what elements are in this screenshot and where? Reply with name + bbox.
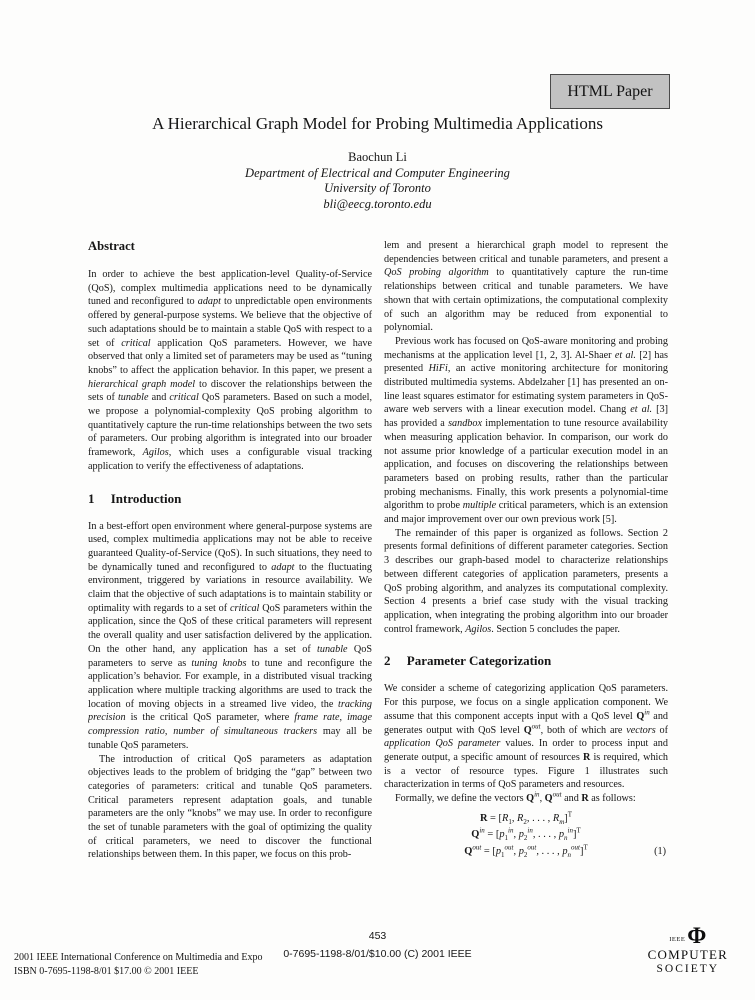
formal-definition-lead: Formally, we define the vectors $Q^{in}$, $Q^{out}$ and R as follows:	[395, 790, 636, 805]
equation-line-1: $R = [R_1$, $R_2$, . . . , $R_m]^T$	[479, 810, 573, 826]
section-2-heading	[384, 653, 668, 669]
abstract-text: In order to achieve the best application-level Quality-of-Service (QoS), complex multimedia applications need to be dynamically tuned and reconfigured to adapt to unpredictable open environments offered by general-purpose systems. We believe that the objective of such adaptations should be to maintain a stable QoS with respect to a set of critical application QoS parameters. However, we have observed that only a limited set of parameters may be used as “tuning knobs” to affect the application behavior. In this paper, we present a hierarchical graph model to discover the relationships between the sets of tunable and critical QoS parameters. Based on such a model, we propose a polynomial-complexity QoS probing algorithm to quantitatively capture the run-time relationships between the two sets of parameters. Our probing algorithm is integrated into our broader framework, Agilos, which uses a configurable visual tracking application to verify the effectiveness of adaptations.	[88, 269, 372, 472]
equation-line-3	[384, 844, 668, 861]
ieee-computer-society-logo	[647, 923, 728, 975]
author-affiliation-univ: University of Toronto	[324, 181, 431, 195]
phi-symbol-icon: Φ	[687, 923, 707, 948]
paper-title: A Hierarchical Graph Model for Probing Multimedia Applications	[152, 114, 603, 133]
author-name: Baochun Li	[348, 150, 407, 164]
column-left	[88, 239, 372, 931]
html-paper-badge[interactable]	[550, 74, 670, 109]
logo-society-text: SOCIETY	[656, 962, 720, 975]
parameter-categorization-paragraph: We consider a scheme of categorizing application QoS parameters. For this purpose, we focus on a single application component. We assume that this component accepts input with a QoS level $Q^{in}$ and generates output with QoS level $Q^{out}$, both of which are vectors of application QoS parameter values. In order to process input and generate output, a specific amount of resources R is required, which is a vector of resource types. Figure 1 illustrates such characterization in terms of QoS parameters and resources.	[384, 683, 668, 791]
footer-copyright-center: 0-7695-1198-8/01/$10.00 (C) 2001 IEEE	[283, 948, 472, 960]
footer-isbn-line: ISBN 0-7695-1198-8/01 $17.00 © 2001 IEEE	[14, 965, 199, 977]
intro-paragraph-1: In a best-effort open environment where general-purpose systems are used, complex multimedia applications may not be able to receive guaranteed Quality-of-Service (QoS). In such situations, they need to be dynamically tuned and reconfigured to adapt to the fluctuating environment, triggered by variations in resource availability. We claim that the objective of such adaptations is to maintain stability or optimality with regards to a set of critical QoS parameters within the application, since the QoS of these critical parameters will represent the overall quality and user satisfaction delivered by the application. On the other hand, any application has a set of tunable QoS parameters to serve as tuning knobs to tune and reconfigure the application’s behavior. For example, in a distributed visual tracking application where multiple tracking algorithms are used to track the location of moving objects in a streamed live video, the tracking precision is the critical QoS parameter, where frame rate, image compression ratio, number of simultaneous trackers may all be tunable QoS parameters.	[88, 520, 373, 751]
paper-outline-paragraph: The remainder of this paper is organized as follows. Section 2 presents formal definitions of different parameter categories. Section 3 describes our graph-based model to characterize relationships between different categories of application parameters, presents a QoS probing algorithm, and analyzes its computational complexity. Section 4 presents a brief case study with the visual tracking application, when integrating the probing algorithm into our broader control framework, Agilos. Section 5 concludes the paper.	[384, 527, 668, 635]
body-columns	[88, 239, 668, 931]
section-1-heading	[88, 491, 372, 507]
footer-conference-line: 2001 IEEE International Conference on Multimedia and Expo	[14, 952, 263, 963]
logo-computer-text: COMPUTER	[647, 946, 728, 962]
column-right	[384, 239, 668, 931]
section-1-number: 1	[88, 490, 95, 506]
previous-work-paragraph: Previous work has focused on QoS-aware monitoring and probing mechanisms at the application level [1, 2, 3]. Al-Shaer et al. [2] has presented HiFi, an active monitoring architecture for monitoring distributed multimedia systems. Abdelzaher [1] has presented an on-line least squares estimator for estimating system parameters in QoS-aware web servers with a linear execution model. Chang et al. [3] has provided a sandbox implementation to tune resource availability when measuring application behavior. In comparison, our work do not assume prior knowledge of a particular execution model in an application, and focuses on discovering the relationships between parameters based on probing results, rather than the particular probing mechanisms. Finally, this work presents a polynomial-time algorithm to probe multiple critical parameters, which is an extension and major improvement over our own previous work [5].	[384, 335, 668, 526]
equation-line-2: $Q^{in} = [p_1^{in}$, $p_2^{in}$, . . . , $p_n^{in}]^T$	[471, 826, 581, 843]
section-1-title: Introduction	[110, 490, 182, 506]
logo-symbol-row	[648, 923, 728, 948]
equation-number: (1)	[654, 845, 666, 857]
section-2-number: 2	[384, 653, 391, 669]
html-paper-badge-label: HTML Paper	[567, 82, 653, 100]
equation-block	[384, 811, 668, 861]
section-2-title: Parameter Categorization	[406, 653, 552, 669]
author-block	[0, 150, 755, 212]
intro-paragraph-2: The introduction of critical QoS parameters as adaptation objectives leads to the problem of bridging the “gap” between two categories of parameters: critical and tunable QoS parameters. Critical parameters represent adaptation goals, and tunable parameters are the only “knobs” we may use. In order to reconfigure the set of tunable parameters with the goal of optimizing the quality of critical parameters, we need to discover the functional relationships between them. In this paper, we focus on this prob-	[88, 753, 372, 861]
logo-ieee-text: IEEE	[669, 936, 686, 944]
equation-line-3-math: $Q^{out} = [p_1^{out}$, $p_2^{out}$, . . . , $p_n^{out}]^T$	[464, 843, 588, 859]
author-affiliation-dept: Department of Electrical and Computer Engineering	[245, 165, 510, 180]
author-email: bli@eecg.toronto.edu	[323, 196, 432, 211]
continuation-paragraph: lem and present a hierarchical graph model to represent the dependencies between critical and tunable parameters, and present a QoS probing algorithm to quantitatively capture the run-time relationships between critical and tunable parameters. We have shown that with certain optimizations, the computational complexity of such an algorithm may be reduced from exponential to polynomial.	[384, 240, 668, 334]
page-number: 453	[368, 930, 387, 942]
abstract-heading: Abstract	[88, 239, 135, 253]
